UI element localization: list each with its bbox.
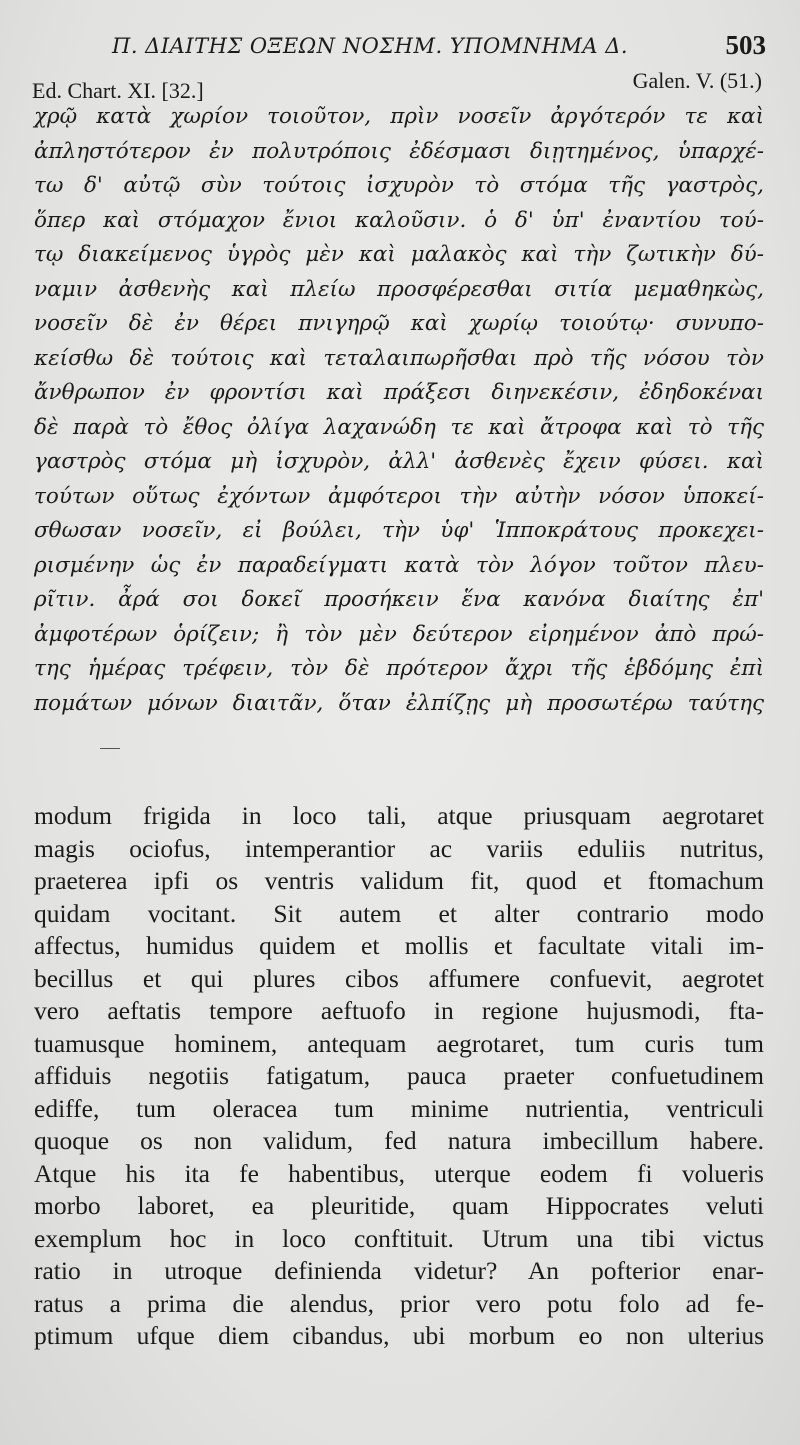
latin-line: affectus, humidus quidem et mollis et facultate vitali im- xyxy=(34,931,764,960)
latin-line: Atque his ita fe habentibus, uterque eodem fi volueris xyxy=(34,1158,764,1188)
greek-line: γαστρὸς στόμα μὴ ἰσχυρὸν, ἀλλ' ἀσθενὲς ἔχειν φύσει. καὶ xyxy=(34,449,764,474)
latin-line: exemplum hoc in loco conftituit. Utrum una tibi victus xyxy=(34,1223,764,1253)
greek-line: πομάτων μόνων διαιτᾶν, ὅταν ἐλπίζῃς μὴ προσωτέρω ταύτης xyxy=(34,690,764,716)
greek-line: σθωσαν νοσεῖν, εἰ βούλει, τὴν ὑφ' Ἱπποκράτους προκεχει- xyxy=(34,518,764,543)
greek-line: ὅπερ καὶ στόμαχον ἔνιοι καλοῦσιν. ὁ δ' ὑπ' ἐναντίου τού- xyxy=(34,207,764,233)
greek-line: ἄνθρωπον ἐν φροντίσι καὶ πράξεσι διηνεκέσιν, ἐδηδοκέναι xyxy=(34,380,764,405)
latin-line: vero aeftatis tempore aeftuofo in regione hujusmodi, fta- xyxy=(34,996,764,1025)
greek-line: δὲ παρὰ τὸ ἔθος ὀλίγα λαχανώδη τε καὶ ἄτροφα καὶ τὸ τῆς xyxy=(34,414,764,440)
running-head-title: Π. ΔΙΑΙΤΗΣ ΟΞΕΩΝ ΝΟΣΗΜ. ΥΠΟΜΝΗΜΑ Δ. xyxy=(112,34,629,58)
greek-line: χρῷ κατὰ χωρίον τοιοῦτον, πρὶν νοσεῖν ἀργότερόν τε καὶ xyxy=(34,104,764,129)
greek-line: ναμιν ἀσθενὴς καὶ πλείω προσφέρεσθαι σιτία μεμαθηκὼς, xyxy=(34,276,764,302)
galen-volume-ref: Galen. V. (51.) xyxy=(632,68,762,93)
greek-line: ἀπληστότερον ἐν πολυτρόποις ἐδέσμασι διῃτημένος, ὑπαρχέ- xyxy=(34,138,764,164)
running-head xyxy=(0,30,800,66)
edition-references xyxy=(0,66,800,103)
greek-line: τω δ' αὐτῷ σὺν τούτοις ἰσχυρὸν τὸ στόμα τῆς γαστρὸς, xyxy=(34,173,764,198)
latin-line: affiduis negotiis fatigatum, pauca praeter confuetudinem xyxy=(34,1061,764,1090)
latin-line: ratio in utroque definienda videtur? An pofterior enar- xyxy=(34,1256,764,1285)
greek-text-block xyxy=(34,100,764,721)
column-divider-mark xyxy=(100,748,120,749)
latin-line: becillus et qui plures cibos affumere confuevit, aegrotet xyxy=(34,963,764,993)
greek-line: της ἡμέρας τρέφειν, τὸν δὲ πρότερον ἄχρι τῆς ἑβδόμης ἐπὶ xyxy=(34,656,764,681)
chartier-edition-ref: Ed. Chart. XI. [32.] xyxy=(32,78,204,103)
page-number: 503 xyxy=(725,30,766,60)
greek-line: ρῖτιν. ἆρά σοι δοκεῖ προσήκειν ἕνα κανόνα διαίτης ἐπ' xyxy=(34,587,764,612)
greek-line: κείσθω δὲ τούτοις καὶ τεταλαιπωρῆσθαι πρὸ τῆς νόσου τὸν xyxy=(34,345,764,371)
greek-line: ρισμένην ὡς ἐν παραδείγματι κατὰ τὸν λόγον τοῦτον πλευ- xyxy=(34,552,764,578)
greek-line: νοσεῖν δὲ ἐν θέρει πνιγηρῷ καὶ χωρίῳ τοιούτῳ· συνυπο- xyxy=(34,311,764,336)
greek-line: τῳ διακείμενος ὑγρὸς μὲν καὶ μαλακὸς καὶ τὴν ζωτικὴν δύ- xyxy=(34,242,764,267)
latin-text-block xyxy=(34,800,764,1353)
latin-line: ediffe, tum oleracea tum minime nutrientia, ventriculi xyxy=(34,1093,764,1123)
latin-line: modum frigida in loco tali, atque priusquam aegrotaret xyxy=(34,801,764,830)
latin-line: morbo laboret, ea pleuritide, quam Hippocrates veluti xyxy=(34,1191,764,1220)
latin-line: ptimum ufque diem cibandus, ubi morbum eo non ulterius xyxy=(34,1321,764,1350)
latin-line: ratus a prima die alendus, prior vero potu folo ad fe- xyxy=(34,1288,764,1318)
latin-line: quidam vocitant. Sit autem et alter contrario modo xyxy=(34,898,764,928)
latin-line: praeterea ipfi os ventris validum fit, quod et ftomachum xyxy=(34,866,764,895)
greek-line: ἀμφοτέρων ὁρίζειν; ἢ τὸν μὲν δεύτερον εἰρημένον ἀπὸ πρώ- xyxy=(34,621,764,647)
latin-line: tuamusque hominem, antequam aegrotaret, tum curis tum xyxy=(34,1028,764,1058)
greek-line: τούτων οὕτως ἐχόντων ἀμφότεροι τὴν αὐτὴν νόσον ὑποκεί- xyxy=(34,483,764,509)
latin-line: magis ociofus, intemperantior ac variis eduliis nutritus, xyxy=(34,833,764,863)
latin-line: quoque os non validum, fed natura imbecillum habere. xyxy=(34,1126,764,1155)
